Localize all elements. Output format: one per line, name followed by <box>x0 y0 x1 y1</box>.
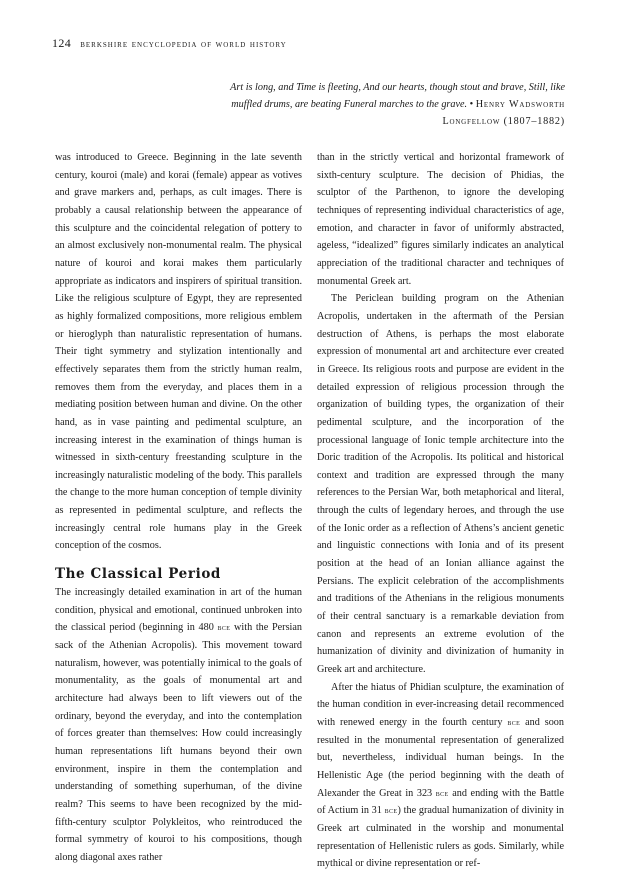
epigraph <box>220 79 565 130</box>
text-run: ) the gradual humanization of divinity in Greek art culminated in the worship and monumental representation of Hellenistic rulers as gods. Similarly, while mythical or divine representation or ref- <box>317 805 564 870</box>
era-abbreviation: bce <box>384 805 398 816</box>
text-run: The increasingly detailed examination in art of the human condition, physical and emotional, continued unbroken into the classical period (beginning in 480 <box>55 587 302 634</box>
text-run: and soon resulted in the monumental representation of generalized but, nevertheless, individual human beings. In the Hellenistic Age (the period beginning with the death of Alexander the Great in 323 <box>317 717 564 799</box>
body-paragraph <box>317 679 564 873</box>
body-paragraph: than in the strictly vertical and horizontal framework of sixth-century sculpture. The decision of Phidias, the sculptor of the Parthenon, to ignore the developing techniques of representing individual characteristics of age, emotion, and character in favor of uniformly abstracted, ageless, “idealized” figures similarly indicates an analytical appreciation of the traditional character and techniques of monumental Greek art. <box>317 152 564 287</box>
era-abbreviation: bce <box>435 787 449 798</box>
page-number: 124 <box>52 36 72 50</box>
section-heading: The Classical Period <box>55 566 221 583</box>
body-paragraph <box>55 584 302 867</box>
era-abbreviation: bce <box>217 622 231 633</box>
text-run: After the hiatus of Phidian sculpture, the examination of the human condition in ever-increasing detail recommenced with renewed energy in the fourth century <box>317 681 564 728</box>
body-paragraph: was introduced to Greece. Beginning in the late seventh century, kouroi (male) and korai (female) appear as votives and grave markers and, perhaps, as cult images. There is probably a causal relationship between the appearance of this sculpture and the coincidental relegation of pottery to an almost exclusively non-monumental realm. The physical nature of kouroi and korai makes them particularly appropriate as indicators and inspirers of spiritual transition. Like the religious sculpture of Egypt, they are represented as highly formalized compositions, more religious emblem or hieroglyph than naturalistic representation of humans. Their tight symmetry and stylization intentionally and effectively separates them from the strictly human realm, removes them from the everyday, and places them in a mediating position between human and divine. On the other hand, as in vase painting and pedimental sculpture, an increasing interest in the examination of things human is witnessed in sixth-century freestanding sculpture in the increasingly naturalistic modeling of the body. This parallels the change to the more human conception of temple divinity as represented in pedimental sculpture, and reflects the increasingly central role humans play in the Greek conception of the cosmos. <box>55 152 302 552</box>
epigraph-author: Henry Wadsworth Longfellow (1807–1882) <box>442 99 565 127</box>
body-paragraph: The Periclean building program on the Athenian Acropolis, undertaken in the aftermath of the Persian destruction of Athens, is perhaps the most elaborate expression of monumental art and architecture ever created in Greece. Its religious roots and purpose are evident in the detailed expression of religious procession through the organization of building types, the organization of their pedimental sculpture, and the incorporation of the processional language of Ionic temple architecture into the Doric tradition of the Acropolis. Its political and historical context and tradition are expressed through the many references to the Persian War, both metaphorical and literal, through the cults of legendary heroes, and through the use of the Ionic order as a reflection of Athens’s ancient genetic and linguistic connections with Ionia and of its present position at the head of an Ionian alliance against the Persians. The explicit celebration of the accomplishments and traditions of the Athenians in the religious monuments of their central sanctuary is a remarkable deviation from canon and represents an extreme evolution of the humanization of divinity and divinization of humanity in Greek art and architecture. <box>317 293 564 676</box>
era-abbreviation: bce <box>507 717 521 727</box>
left-column <box>55 149 302 867</box>
running-title: berkshire encyclopedia of world history <box>80 39 287 50</box>
running-header <box>52 36 287 51</box>
right-column <box>317 149 564 873</box>
text-run: and ending with the Battle of Actium in 31 <box>317 787 564 817</box>
epigraph-quote: Art is long, and Time is fleeting, And our hearts, though stout and brave, Still, like muffled drums, are beating Funeral marches to the grave. <box>230 82 565 110</box>
epigraph-bullet: • <box>469 99 474 110</box>
text-run: with the Persian sack of the Athenian Acropolis). This movement toward naturalism, however, was potentially inimical to the goals of monumentality, as the goals of monumental art and architecture had always been to lift viewers out of the ordinary, beyond the everyday, and into the contemplation of forces greater than themselves: How could increasingly human representations lift humans beyond their own environment, inspire in them the contemplation and understanding of something superhuman, of the divine realm? This seems to have been recognized by the mid-fifth-century sculptor Polykleitos, who reintroduced the formal symmetry of kouroi to his compositions, though along diagonal axes rather <box>55 622 302 863</box>
